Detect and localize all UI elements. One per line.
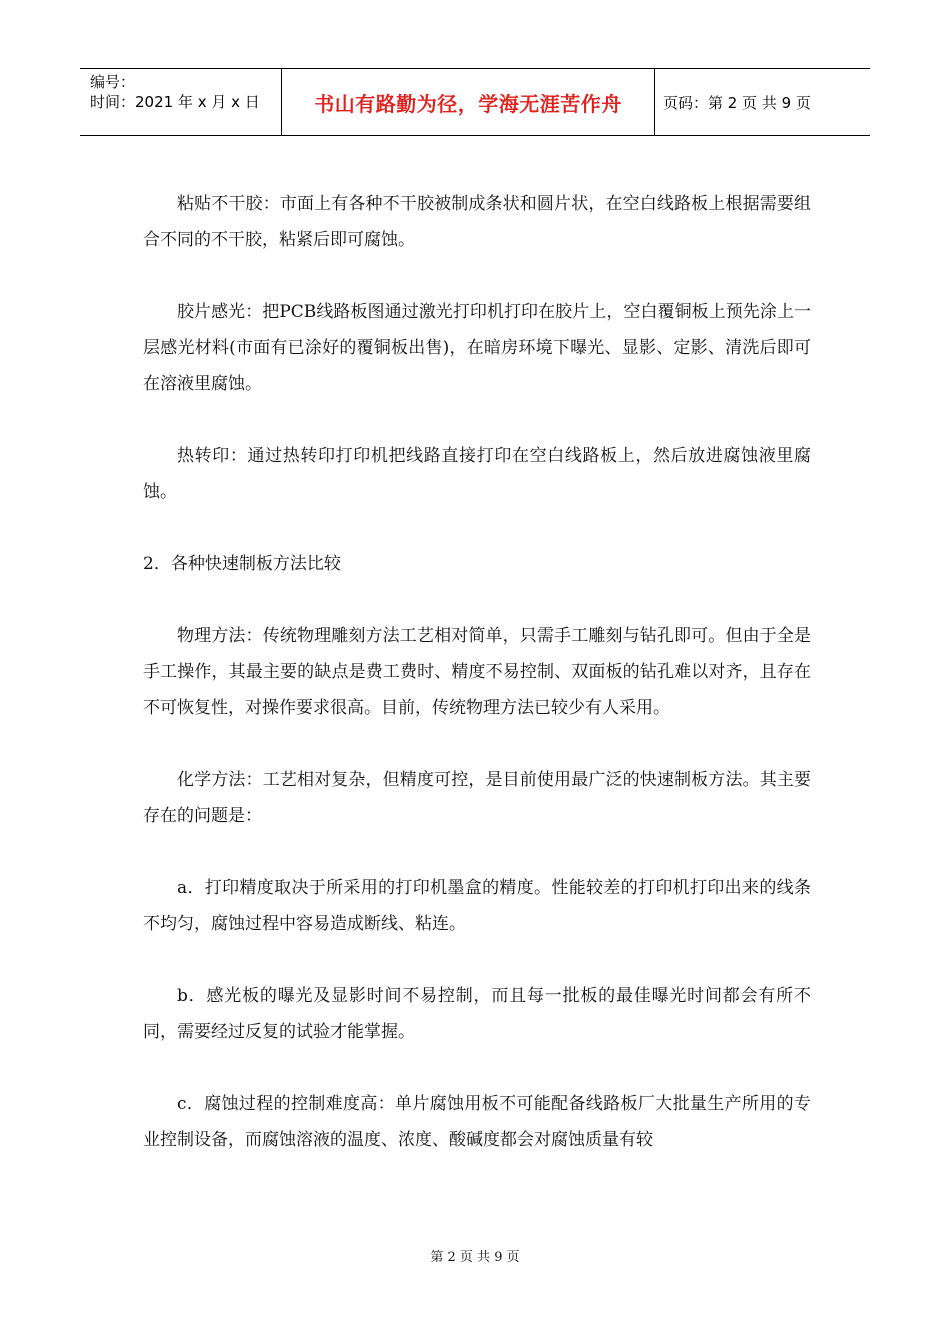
- list-item-b: b．感光板的曝光及显影时间不易控制，而且每一批板的最佳曝光时间都会有所不同，需要经过反复的试验才能掌握。: [143, 986, 811, 1042]
- paragraph-physical-method: 物理方法：传统物理雕刻方法工艺相对简单，只需手工雕刻与钻孔即可。但由于全是手工操作，其最主要的缺点是费工费时、精度不易控制、双面板的钻孔难以对齐，且存在不可恢复性，对操作要求很高。目前，传统物理方法已较少有人采用。: [143, 626, 811, 718]
- list-item-c: c．腐蚀过程的控制难度高：单片腐蚀用板不可能配备线路板厂大批量生产所用的专业控制设备，而腐蚀溶液的温度、浓度、酸碱度都会对腐蚀质量有较: [143, 1094, 811, 1150]
- paragraph-film-photosensitive: 胶片感光：把PCB线路板图通过激光打印机打印在胶片上，空白覆铜板上预先涂上一层感光材料(市面有已涂好的覆铜板出售)，在暗房环境下曝光、显影、定影、清洗后即可在溶液里腐蚀。: [143, 302, 811, 394]
- paragraph-chemical-method: 化学方法：工艺相对复杂，但精度可控，是目前使用最广泛的快速制板方法。其主要存在的问题是：: [143, 770, 811, 826]
- header-meta: [80, 69, 282, 135]
- document-body: [143, 186, 811, 1194]
- header-motto: 书山有路勤为径，学海无涯苦作舟: [282, 69, 655, 135]
- document-header: [80, 68, 870, 136]
- header-page-info: 页码：第 2 页 共 9 页: [663, 93, 811, 112]
- section-heading: 2．各种快速制板方法比较: [143, 554, 341, 574]
- paragraph-thermal-transfer: 热转印：通过热转印打印机把线路直接打印在空白线路板上，然后放进腐蚀液里腐蚀。: [143, 446, 811, 502]
- paragraph-adhesive: 粘贴不干胶：市面上有各种不干胶被制成条状和圆片状，在空白线路板上根据需要组合不同的不干胶，粘紧后即可腐蚀。: [143, 194, 811, 250]
- page-footer: 第 2 页 共 9 页: [430, 1250, 520, 1265]
- date-label: 时间：2021 年 x 月 x 日: [90, 93, 260, 111]
- list-item-a: a．打印精度取决于所采用的打印机墨盒的精度。性能较差的打印机打印出来的线条不均匀，腐蚀过程中容易造成断线、粘连。: [143, 878, 811, 934]
- number-label: 编号：: [90, 73, 136, 91]
